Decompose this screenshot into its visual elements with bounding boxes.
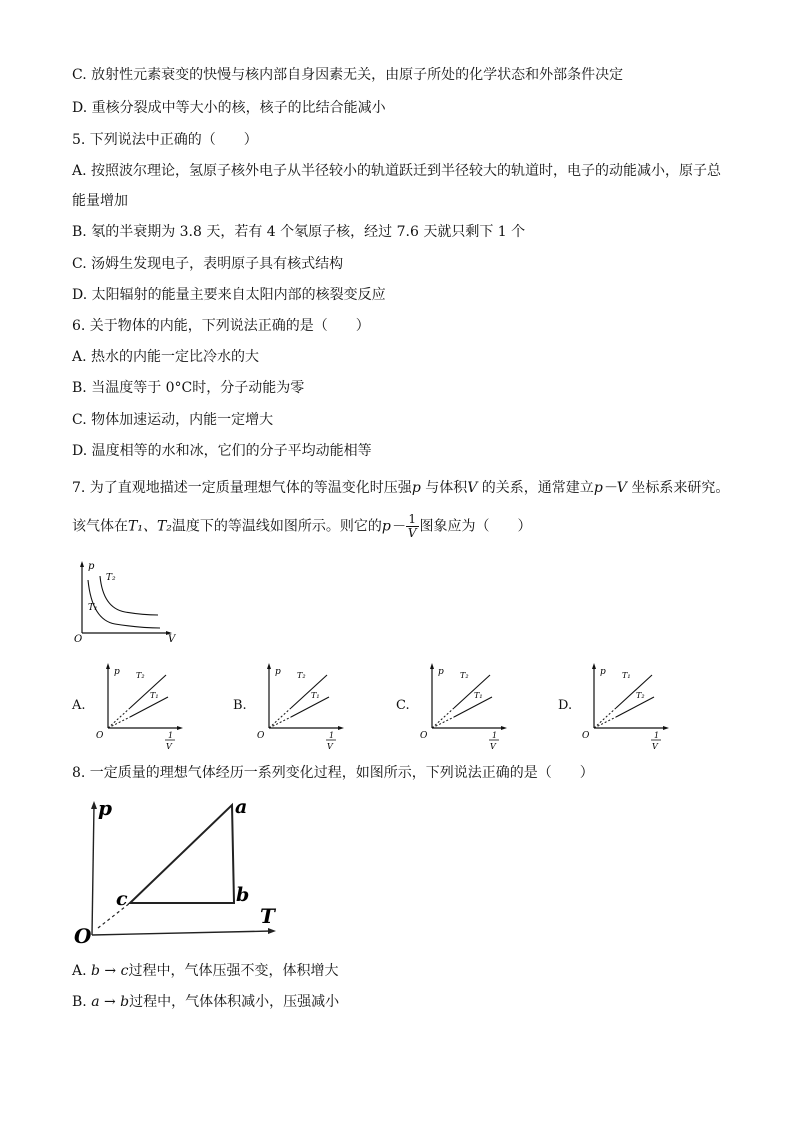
svg-text:b: b [236, 884, 250, 906]
q8-pt-graph [72, 795, 292, 945]
axis-frac-num: 1 [654, 731, 660, 740]
isotherm-lower [616, 697, 654, 717]
q7-stem-line1: 7. 为了直观地描述一定质量理想气体的等温变化时压强p 与体积V 的关系，通常建立p－V 坐标系来研究。 [72, 480, 730, 496]
q5-option-c: C. 汤姆生发现电子，表明原子具有核式结构 [72, 256, 344, 272]
isotherm-upper-dashed [269, 708, 291, 728]
upper-line-label: T₂ [460, 671, 469, 680]
q8-option-a: A. b → c过程中，气体压强不变，体积增大 [72, 963, 339, 979]
isotherm-lower-dashed [108, 717, 130, 728]
q7-pv-graph [70, 558, 185, 643]
q5-option-b: B. 氡的半衰期为 3.8 天，若有 4 个氡原子核，经过 7.6 天就只剩下 1 个 [72, 224, 526, 240]
q5-stem: 5. 下列说法中正确的（ ） [72, 132, 258, 148]
upper-line-label: T₁ [622, 671, 631, 680]
axis-label-p: p [114, 667, 120, 677]
q6-option-c: C. 物体加速运动，内能一定增大 [72, 412, 274, 428]
isotherm-lower-dashed [432, 717, 454, 728]
q7-option-label: B. [233, 698, 247, 713]
upper-line-label: T₂ [297, 671, 306, 680]
isotherm-upper-dashed [594, 708, 616, 728]
q7-option-graph [92, 660, 187, 750]
svg-text:T₁: T₁ [88, 603, 98, 613]
axis-frac-den: V [490, 742, 496, 750]
lower-line-label: T₂ [636, 691, 645, 700]
q6-option-d: D. 温度相等的水和冰，它们的分子平均动能相等 [72, 443, 372, 459]
axis-label-p: p [600, 667, 606, 677]
q7-option-label: A. [72, 698, 86, 713]
q6-option-a: A. 热水的内能一定比冷水的大 [72, 349, 260, 365]
isotherm-lower [130, 697, 168, 717]
axis-label-p: p [275, 667, 281, 677]
upper-line-label: T₂ [136, 671, 145, 680]
lower-line-label: T₁ [474, 691, 483, 700]
origin-label: O [257, 731, 265, 741]
svg-text:c: c [116, 888, 128, 910]
q7-option-graph [578, 660, 673, 750]
isotherm-lower-dashed [594, 717, 616, 728]
q5-option-a-cont: 能量增加 [72, 193, 128, 209]
isotherm-lower [291, 697, 329, 717]
q7-option-graph [416, 660, 511, 750]
q5-option-d: D. 太阳辐射的能量主要来自太阳内部的核裂变反应 [72, 287, 386, 303]
isotherm-upper-dashed [108, 708, 130, 728]
axis-frac-den: V [327, 742, 333, 750]
isotherm-lower-dashed [269, 717, 291, 728]
svg-text:T: T [260, 904, 275, 928]
q4-option-d: D. 重核分裂成中等大小的核，核子的比结合能减小 [72, 100, 386, 116]
axis-frac-den: V [652, 742, 658, 750]
isotherm-lower [454, 697, 492, 717]
fraction-one-over-v: $\frac{1}{V}$ [407, 512, 417, 540]
axis-frac-num: 1 [492, 731, 498, 740]
origin-label: O [420, 731, 428, 741]
origin-label: O [96, 731, 104, 741]
svg-text:V: V [168, 634, 176, 643]
q7-option-label: C. [396, 698, 410, 713]
origin-label: O [582, 731, 590, 741]
svg-text:O: O [74, 634, 83, 643]
q5-option-a: A. 按照波尔理论，氢原子核外电子从半径较小的轨道跃迁到半径较大的轨道时，电子的动能减小，原子总 [72, 163, 722, 179]
q7-option-graph [253, 660, 348, 750]
q4-option-c: C. 放射性元素衰变的快慢与核内部自身因素无关，由原子所处的化学状态和外部条件决定 [72, 67, 624, 83]
axis-label-p: p [438, 667, 444, 677]
svg-text:p: p [98, 796, 112, 820]
q7-stem-line2: 该气体在T₁、T₂温度下的等温线如图所示。则它的p－ $\frac{1}{V}$ 图象应为（ ） [72, 512, 532, 540]
axis-frac-den: V [166, 742, 172, 750]
lower-line-label: T₁ [311, 691, 320, 700]
lower-line-label: T₁ [150, 691, 159, 700]
curve-t1 [88, 580, 160, 628]
isotherm-upper-dashed [432, 708, 454, 728]
axis-frac-num: 1 [168, 731, 174, 740]
q6-option-b: B. 当温度等于 0°C时，分子动能为零 [72, 380, 305, 396]
svg-text:p: p [88, 561, 95, 572]
cycle-abc [130, 805, 234, 903]
q8-stem: 8. 一定质量的理想气体经历一系列变化过程，如图所示，下列说法正确的是（ ） [72, 765, 594, 781]
svg-text:T₂: T₂ [106, 573, 116, 583]
axis-frac-num: 1 [329, 731, 335, 740]
svg-text:O: O [74, 924, 92, 945]
q6-stem: 6. 关于物体的内能，下列说法正确的是（ ） [72, 318, 370, 334]
q8-option-b: B. a → b过程中，气体体积减小，压强减小 [72, 994, 340, 1010]
svg-text:a: a [235, 796, 248, 818]
q7-option-label: D. [558, 698, 573, 713]
